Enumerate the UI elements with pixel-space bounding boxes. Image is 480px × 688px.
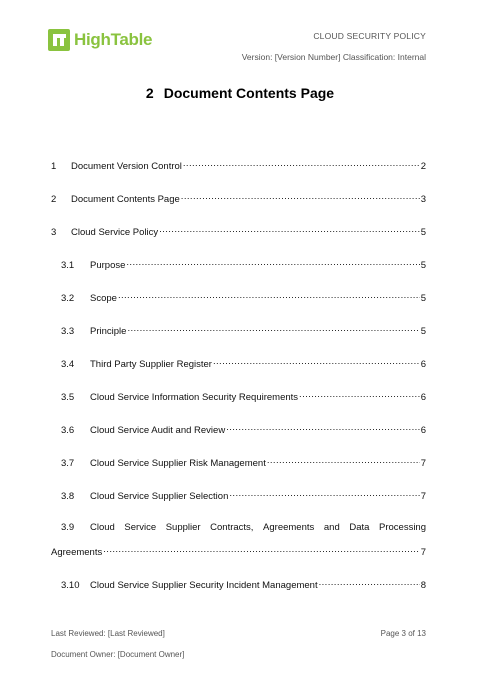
toc-entry-title-word: Cloud: [90, 522, 115, 533]
toc-entry-number: 3.5: [61, 392, 75, 403]
toc-entry-number: 3.1: [61, 260, 75, 271]
toc-entry-number: 3.7: [61, 458, 75, 469]
toc-entry-title: Third Party Supplier Register: [90, 359, 212, 370]
toc-entry-number: 3.2: [61, 293, 75, 304]
toc-entry-page: 5: [420, 227, 426, 238]
toc-entry[interactable]: [51, 159, 426, 172]
toc-entry-page: 3: [420, 194, 426, 205]
toc-leader-dots: [159, 225, 420, 235]
toc-leader-dots: [126, 258, 419, 268]
toc-entry[interactable]: [61, 423, 426, 436]
toc-entry-title: Purpose: [90, 260, 126, 271]
toc-entry-title: Cloud Service Supplier Selection: [90, 491, 229, 502]
toc-entry[interactable]: [61, 258, 426, 271]
toc-leader-dots: [267, 456, 420, 466]
toc-entry[interactable]: [61, 578, 426, 591]
footer-page-number: Page 3 of 13: [380, 629, 426, 638]
toc-entry-number: 3.8: [61, 491, 75, 502]
footer-document-owner: Document Owner: [Document Owner]: [51, 650, 185, 659]
section-title: Document Contents Page: [163, 85, 335, 101]
toc-entry-title-word: Processing: [379, 522, 426, 533]
toc-leader-dots: [127, 324, 419, 334]
toc-entry-number: 3: [51, 227, 57, 238]
section-number: 2: [145, 85, 154, 101]
toc-entry[interactable]: [61, 291, 426, 304]
toc-entry-page: 7: [420, 491, 426, 502]
toc-leader-dots: [226, 423, 420, 433]
toc-leader-dots: [319, 578, 420, 588]
toc-entry-title: Cloud Service Supplier Risk Management: [90, 458, 266, 469]
footer-last-reviewed: Last Reviewed: [Last Reviewed]: [51, 629, 165, 638]
toc-entry-page: 7: [420, 547, 426, 558]
toc-entry-page: 5: [420, 260, 426, 271]
toc-leader-dots: [103, 545, 419, 555]
page-title: [0, 85, 480, 101]
toc-entry-page: 8: [420, 580, 426, 591]
toc-entry-page: 2: [420, 161, 426, 172]
toc-entry[interactable]: [61, 357, 426, 370]
toc-entry[interactable]: [61, 390, 426, 403]
toc-entry-page: 6: [420, 392, 426, 403]
toc-entry-title: Scope: [90, 293, 117, 304]
toc-entry-title-word: Supplier: [165, 522, 201, 533]
toc-entry-number: 2: [51, 194, 57, 205]
toc-entry-number: 3.3: [61, 326, 75, 337]
toc-entry-title: Cloud Service Information Security Requirements: [90, 392, 299, 403]
toc-entry-title-word: Service: [124, 522, 157, 533]
toc-entry-page: 5: [420, 326, 426, 337]
header-version-line: Version: [Version Number] Classification: Internal: [241, 52, 426, 62]
toc-entry[interactable]: [51, 225, 426, 238]
toc-entry-wrapped[interactable]: [61, 522, 426, 533]
toc-leader-dots: [118, 291, 420, 301]
toc-entry-title: Document Contents Page: [71, 194, 180, 205]
toc-entry[interactable]: [61, 489, 426, 502]
toc-entry[interactable]: [61, 456, 426, 469]
toc-entry[interactable]: [61, 324, 426, 337]
toc-entry-title: Cloud Service Supplier Security Incident Management: [90, 580, 318, 591]
toc-entry-page: 5: [420, 293, 426, 304]
toc-entry-number: 3.4: [61, 359, 75, 370]
toc-entry-number: 3.10: [61, 580, 80, 591]
toc-entry-title-word: Contracts,: [210, 522, 254, 533]
toc-leader-dots: [299, 390, 420, 400]
toc-entry-page: 6: [420, 425, 426, 436]
toc-leader-dots: [229, 489, 419, 499]
toc-entry-title: Principle: [90, 326, 127, 337]
toc-entry-number: 3.9: [61, 522, 75, 533]
hightable-logo-icon: [48, 29, 70, 51]
toc-entry[interactable]: [51, 192, 426, 205]
toc-entry-number: 3.6: [61, 425, 75, 436]
header-document-name: CLOUD SECURITY POLICY: [313, 31, 426, 41]
toc-entry-continuation[interactable]: [51, 545, 426, 558]
toc-entry-title-line1: [90, 522, 426, 533]
toc-entry-title-line2: Agreements: [51, 547, 103, 558]
logo-text: HighTable: [74, 30, 153, 49]
toc-entry-title: Document Version Control: [71, 161, 182, 172]
toc-leader-dots: [183, 159, 420, 169]
toc-entry-page: 6: [420, 359, 426, 370]
toc-entry-title-word: Agreements: [263, 522, 315, 533]
toc-entry-number: 1: [51, 161, 57, 172]
company-logo: [48, 28, 152, 52]
toc-leader-dots: [213, 357, 420, 367]
toc-entry-title: Cloud Service Audit and Review: [90, 425, 226, 436]
toc-entry-title-word: Data: [349, 522, 370, 533]
toc-leader-dots: [181, 192, 420, 202]
toc-entry-page: 7: [420, 458, 426, 469]
toc-entry-title-word: and: [323, 522, 340, 533]
toc-entry-title: Cloud Service Policy: [71, 227, 159, 238]
